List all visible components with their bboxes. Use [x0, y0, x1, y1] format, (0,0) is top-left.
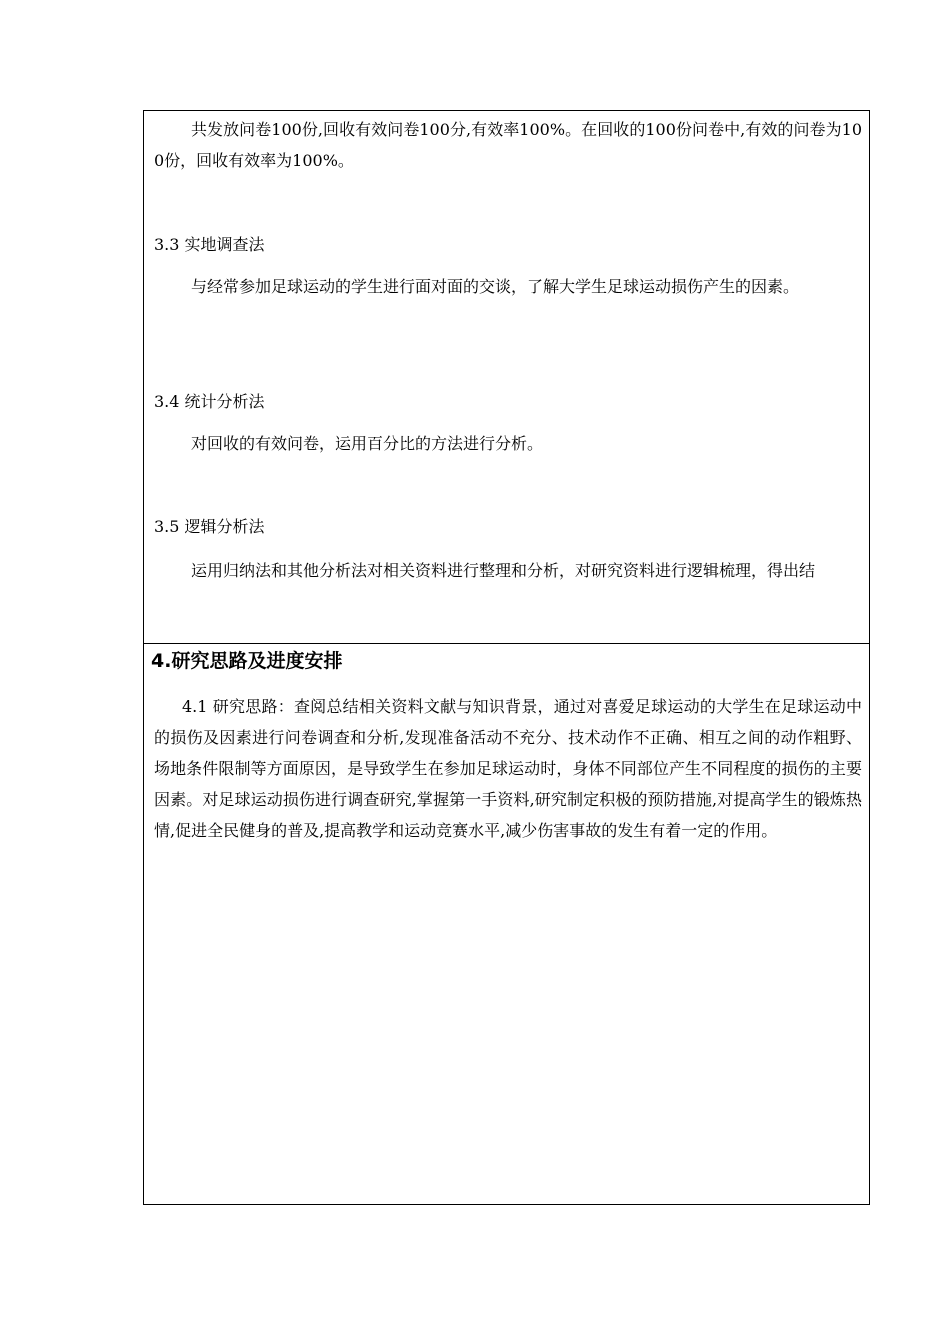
heading-section-4: 4.研究思路及进度安排 — [151, 650, 343, 672]
intro-paragraph: 共发放问卷100份,回收有效问卷100分,有效率100%。在回收的100份问卷中,有效的问卷为100份，回收有效率为100%。 — [154, 120, 862, 170]
heading-3-3: 3.3 实地调查法 — [154, 235, 265, 254]
heading-3-4: 3.4 统计分析法 — [154, 392, 265, 411]
paragraph-3-3: 与经常参加足球运动的学生进行面对面的交谈，了解大学生足球运动损伤产生的因素。 — [191, 277, 800, 296]
paragraph-4-1: 4.1 研究思路：查阅总结相关资料文献与知识背景，通过对喜爱足球运动的大学生在足球运动中的损伤及因素进行问卷调查和分析,发现准备活动不充分、技术动作不正确、相互之间的动作粗野、场地条件限制等方面原因，是导致学生在参加足球运动时，身体不同部位产生不同程度的损伤的主要因素。对足球运动损伤进行调查研究,掌握第一手资料,研究制定积极的预防措施,对提高学生的锻炼热情,促进全民健身的普及,提高教学和运动竞赛水平,减少伤害事故的发生有着一定的作用。 — [154, 697, 862, 840]
form-table — [143, 110, 870, 1205]
paragraph-3-4: 对回收的有效问卷，运用百分比的方法进行分析。 — [191, 434, 544, 453]
paragraph-3-5: 运用归纳法和其他分析法对相关资料进行整理和分析，对研究资料进行逻辑梳理，得出结 — [191, 561, 816, 580]
row-divider — [144, 643, 869, 644]
heading-3-5: 3.5 逻辑分析法 — [154, 517, 265, 536]
